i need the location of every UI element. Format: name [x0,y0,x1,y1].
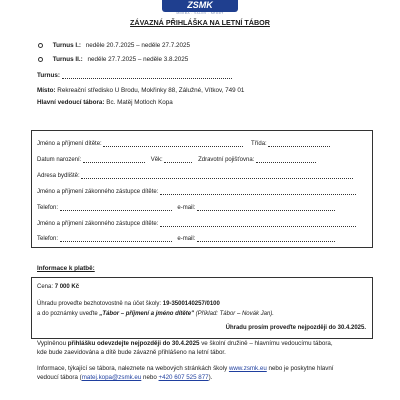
radio-bullet-icon[interactable] [38,43,43,48]
submission-pre: Vyplněnou [37,340,67,347]
contact-pre: Informace, týkající se tábora, naleznete na webových stránkách školy [37,365,228,372]
payment-box [31,277,373,339]
birthdate-label: Datum narození: [37,157,82,163]
class-input[interactable] [268,140,330,147]
price-label: Cena: [37,284,54,290]
note-example: (Příklad: Tábor – Novák Jan). [195,311,274,317]
misto-value: Rekreační středisko U Brodu, Mokřinky 88, Zálužné, Vítkov, 749 01 [57,87,245,94]
age-label: Věk: [150,157,163,163]
birthdate-input[interactable] [83,156,145,163]
insurance-input[interactable] [256,156,316,163]
child-name-label: Jméno a příjmení dítěte: [37,141,102,147]
submission-rest: ve školní družině – hlavnímu vedoucímu tábora, [201,340,333,347]
radio-bullet-icon[interactable] [38,57,43,62]
school-website-link[interactable]: www.zsmk.eu [228,365,267,372]
note-prefix: a do poznámky uveďte [37,311,98,317]
email1-input[interactable] [197,204,335,211]
class-label: Třída: [251,141,267,147]
leader-phone-link[interactable]: +420 607 525 877 [158,374,209,381]
phone2-label: Telefon: [37,236,59,242]
misto-label: Místo: [37,87,56,94]
phone1-label: Telefon: [37,205,59,211]
contact1-row [37,204,335,211]
guardian1-label: Jméno a příjmení zákonného zástupce dítěte: [37,189,159,195]
misto-row [37,87,244,94]
child-name-input[interactable] [103,140,243,147]
turnus-option-dates: neděle 27.7.2025 – neděle 3.8.2025 [87,56,189,63]
contact-paragraph [37,364,377,382]
account-text: Úhradu proveďte bezhotovostně na účet školy: [37,301,162,307]
page-title: ZÁVAZNÁ PŘIHLÁŠKA NA LETNÍ TÁBOR [130,18,270,27]
guardian1-input[interactable] [160,188,356,195]
note-row [37,311,274,317]
address-row [37,172,353,179]
turnus-field-row [37,72,232,79]
note-value: „Tábor – příjmení a jméno dítěte" [99,311,194,317]
submission-deadline: přihlášku odevzdejte nejpozději do 30.4.2025 [67,340,200,347]
school-logo: ZSMK [162,0,238,12]
turnus-field-label: Turnus: [37,72,60,79]
price-value: 7 000 Kč [54,284,80,290]
birth-row [37,156,316,163]
guardian2-input[interactable] [160,220,356,227]
contact2-row [37,235,335,242]
turnus-option-dates: neděle 20.7.2025 – neděle 27.7.2025 [85,42,191,49]
phone2-input[interactable] [60,235,172,242]
account-row [37,301,220,307]
phone1-input[interactable] [60,204,172,211]
child-name-row [37,140,330,147]
payment-heading: Informace k platbě: [37,265,95,272]
turnus-option-1[interactable] [38,42,190,49]
account-number: 19-3500140257/0100 [162,301,220,307]
guardian1-row [37,188,356,195]
email2-label: e-mail: [177,236,196,242]
contact-line2-end: ). [208,374,213,381]
vedouci-row [37,99,173,106]
leader-email-link[interactable]: matej.kopa@zsmk.eu [81,374,142,381]
insurance-label: Zdravotní pojišťovna: [198,157,255,163]
vedouci-label: Hlavní vedoucí tábora: [37,99,105,106]
vedouci-value: Bc. Matěj Motloch Kopa [106,99,173,106]
turnus-option-label: Turnus II.: [52,56,83,63]
child-form-box [31,130,373,248]
email2-input[interactable] [197,235,335,242]
turnus-input-line[interactable] [62,72,232,79]
address-label: Adresa bydliště: [37,173,80,179]
contact-line2-pre: vedoucí tábora ( [37,374,82,381]
age-input[interactable] [164,156,192,163]
address-input[interactable] [81,172,353,179]
logo-subtitle: MOKRÁ · VÁLOV · SPORT [176,11,224,15]
email1-label: e-mail: [177,205,196,211]
submission-line2: kde bude zaevidována a dítě bude závazně přihlášeno na letní tábor. [37,349,226,356]
turnus-option-label: Turnus I.: [52,42,81,49]
guardian2-label: Jméno a příjmení zákonného zástupce dítěte: [37,221,159,227]
contact-mid: nebo je poskytne hlavní [268,365,334,372]
contact-line2-mid: nebo [143,374,157,381]
guardian2-row [37,220,356,227]
turnus-option-2[interactable] [38,56,188,63]
price-row [37,284,79,290]
submission-paragraph [37,339,377,357]
payment-deadline: Úhradu prosím proveďte nejpozději do 30.4.2025. [225,325,366,331]
